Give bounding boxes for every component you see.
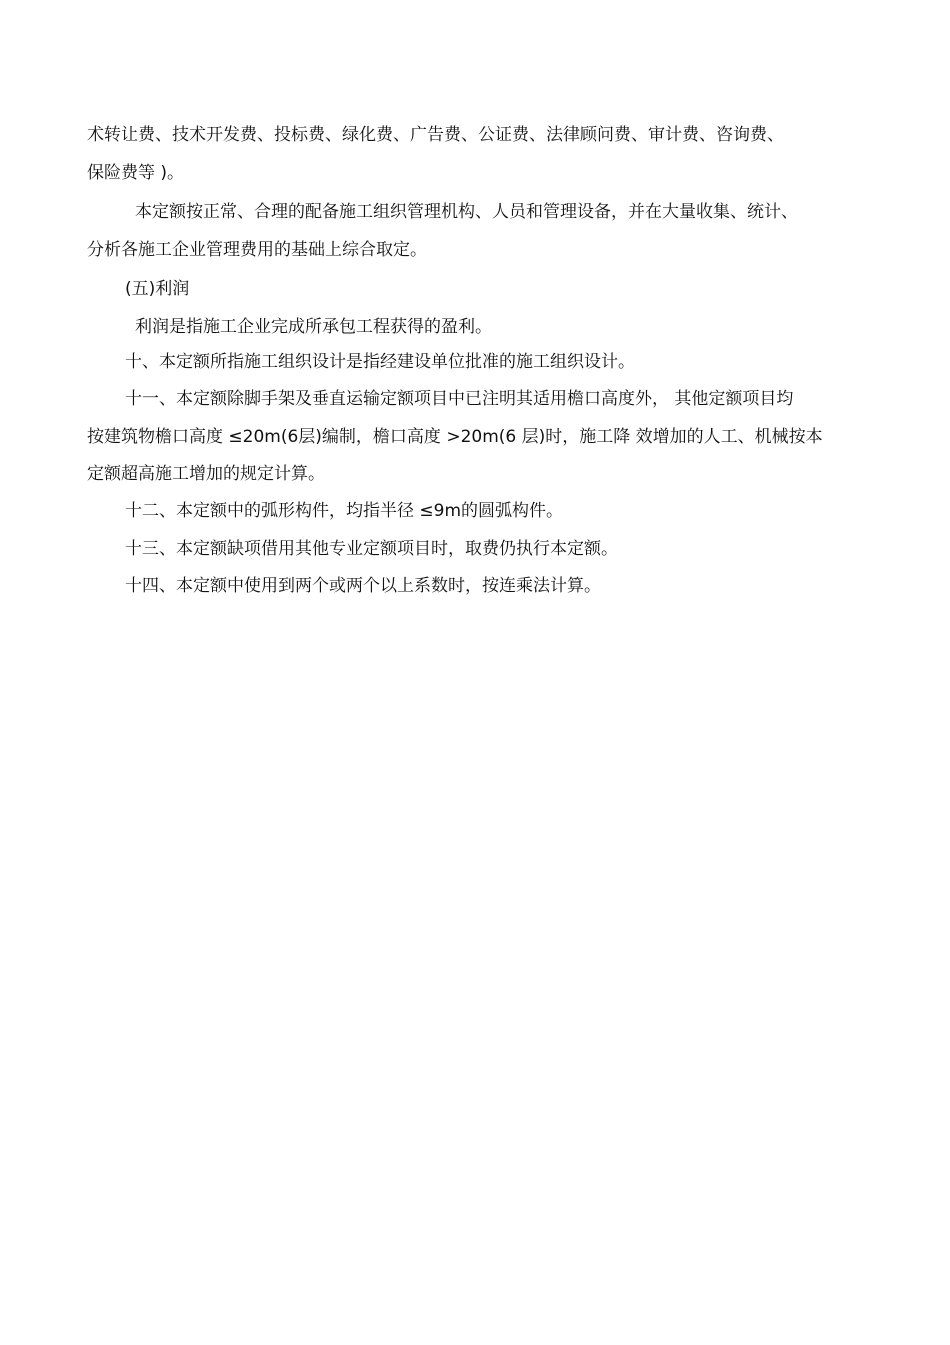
text-line: 分析各施工企业管理费用的基础上综合取定。 xyxy=(87,240,427,260)
text-line: 十、本定额所指施工组织设计是指经建设单位批准的施工组织设计。 xyxy=(125,352,635,372)
section-heading: (五)利润 xyxy=(125,279,190,299)
text-line: 保险费等 )。 xyxy=(87,163,185,183)
text-line: 术转让费、技术开发费、投标费、绿化费、广告费、公证费、法律顾问费、审计费、咨询费、 xyxy=(87,125,784,145)
text-line: 十三、本定额缺项借用其他专业定额项目时，取费仍执行本定额。 xyxy=(125,539,618,559)
text-line: 利润是指施工企业完成所承包工程获得的盈利。 xyxy=(135,317,492,337)
text-line: 十四、本定额中使用到两个或两个以上系数时，按连乘法计算。 xyxy=(125,576,601,596)
text-line: 本定额按正常、合理的配备施工组织管理机构、人员和管理设备，并在大量收集、统计、 xyxy=(135,202,798,222)
text-line: 按建筑物檐口高度 ≤20m(6层)编制，檐口高度 >20m(6 层)时，施工降 效增加的人工、机械按本 xyxy=(87,427,823,447)
text-line: 定额超高施工增加的规定计算。 xyxy=(87,464,325,484)
text-line: 十二、本定额中的弧形构件，均指半径 ≤9m的圆弧构件。 xyxy=(125,501,564,521)
text-line: 十一、本定额除脚手架及垂直运输定额项目中已注明其适用檐口高度外， 其他定额项目均 xyxy=(125,389,794,409)
